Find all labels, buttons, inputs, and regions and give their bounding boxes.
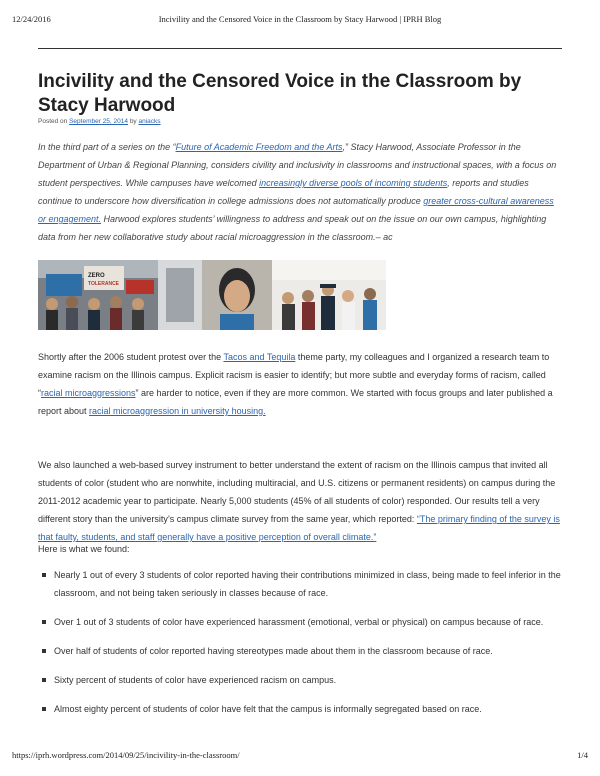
posted-on-label: Posted on [38,118,68,125]
hallway-door [166,268,194,322]
intro-text-2: ,” Stacy Harwood, Associate Professor in the Department of Urban & Regional Planning, considers civility and inclusivity in classrooms and instructional spaces, with a focus on student perspectives. While campuses have welcomed [38,142,557,188]
protester-2 [66,296,78,308]
finding-text: Nearly 1 out of every 3 students of color reported having their contributions minimized in class, being made to feel inferior in the classroom, and not being taken seriously in classes because of race. [54,570,561,598]
grad-gown [321,296,335,330]
print-footer [12,750,588,762]
grad-person-2-body [302,302,315,330]
list-item [38,642,562,660]
racial-microaggressions-link[interactable]: racial microaggressions [41,388,136,398]
graduation-backdrop [272,260,386,280]
print-page-title: Incivility and the Censored Voice in the Classroom by Stacy Harwood | IPRH Blog [158,14,442,24]
protester-5-body [132,310,144,330]
protester-2-body [66,308,78,330]
grad-person-5-body [363,300,377,330]
protester-3 [88,298,100,310]
intro-paragraph [38,138,562,246]
grad-person-5 [364,288,376,300]
finding-text: Almost eighty percent of students of color have felt that the campus is informally segregated based on race. [54,704,482,714]
list-item [38,566,562,602]
p1-text-2: theme party, my colleagues and I organized a research team to examine racism on the Illinois campus. Explicit racism is easier to identify; but more subtle and everyday forms of racism, called “ [38,352,550,398]
page-url: https://iprh.wordpress.com/2014/09/25/incivility-in-the-classroom/ [12,750,240,760]
banner-collage [38,260,386,330]
intro-text-3: , reports and studies continue to underscore how diversification in college admissions does not automatically produce [38,178,529,206]
article-banner-image [38,260,386,330]
p1-text-1: Shortly after the 2006 student protest over the [38,352,224,362]
grad-person-1 [282,292,294,304]
tacos-and-tequila-link[interactable]: Tacos and Tequila [223,352,296,362]
future-academic-freedom-link[interactable]: Future of Academic Freedom and the Arts [175,142,343,152]
paragraph-survey [38,456,562,546]
bullet-icon [42,620,46,624]
protest-sign-text: ZERO [88,273,105,279]
author-link[interactable]: aniacks [138,118,161,125]
bullet-icon [42,573,46,577]
bullet-icon [42,707,46,711]
findings-list [38,566,562,729]
findings-intro: Here is what we found: [38,544,130,554]
protester-4-body [110,308,122,330]
university-housing-report-link[interactable]: racial microaggression in university housing. [89,406,266,416]
intro-text-4: Harwood explores students’ willingness to address and speak out on the issue on our own campus, highlighting data from her new collaborative study about racial microaggression in the classroom.– ac [38,214,547,242]
list-item [38,613,562,631]
p2-text-1: We also launched a web-based survey instrument to better understand the extent of racism on the Illinois campus that invited all students of color (student who are nonwhite, including multiracial, and U.S. citizens or permanent residents) on campus during the 2011-2012 academic year to participate. Nearly 5,000 students (45% of all students of color) responded. Our results tell a very different story than the university’s campus climate survey from the same year, which reported: [38,460,556,524]
protester-5 [132,298,144,310]
paragraph-research-team [38,348,562,420]
list-item [38,700,562,718]
protester-1-body [46,310,58,330]
finding-text: Sixty percent of students of color have experienced racism on campus. [54,675,337,685]
print-date: 12/24/2016 [12,14,51,24]
post-meta [38,118,161,125]
print-header [12,14,588,26]
page-number: 1/4 [577,750,588,760]
finding-text: Over 1 out of 3 students of color have experienced harassment (emotional, verbal or physical) on campus because of race. [54,617,544,627]
protest-sign-red [126,280,154,294]
post-date-link[interactable]: September 25, 2014 [69,118,128,125]
article-title: Incivility and the Censored Voice in the Classroom by Stacy Harwood [38,71,522,116]
list-item [38,671,562,689]
grad-person-4-body [342,302,355,330]
finding-text: Over half of students of color reported having stereotypes made about them in the classroom because of race. [54,646,493,656]
intro-text-1: In the third part of a series on the “ [38,142,176,152]
bullet-icon [42,649,46,653]
header-divider [38,48,562,49]
cross-cultural-awareness-link[interactable]: greater cross-cultural awareness or engagement. [38,196,554,224]
protester-1 [46,298,58,310]
student-shirt [220,314,254,330]
grad-person-2 [302,290,314,302]
student-face [224,280,250,312]
diverse-pools-link[interactable]: increasingly diverse pools of incoming students [259,178,448,188]
p1-text-3: ” are harder to notice, even if they are more common. We started with focus groups and later published a report about [38,388,553,416]
bullet-icon [42,678,46,682]
protest-sign-text-2: TOLERANCE [88,281,120,287]
protest-banner-blue [46,274,82,296]
grad-cap [320,284,336,288]
campus-climate-survey-link[interactable]: “The primary finding of the survey is that faulty, students, and staff generally have a positive perception of overall climate.” [38,514,560,542]
posted-by-label: by [129,118,137,125]
grad-person-1-body [282,304,295,330]
protester-3-body [88,310,100,330]
grad-person-4 [342,290,354,302]
protester-4 [110,296,122,308]
